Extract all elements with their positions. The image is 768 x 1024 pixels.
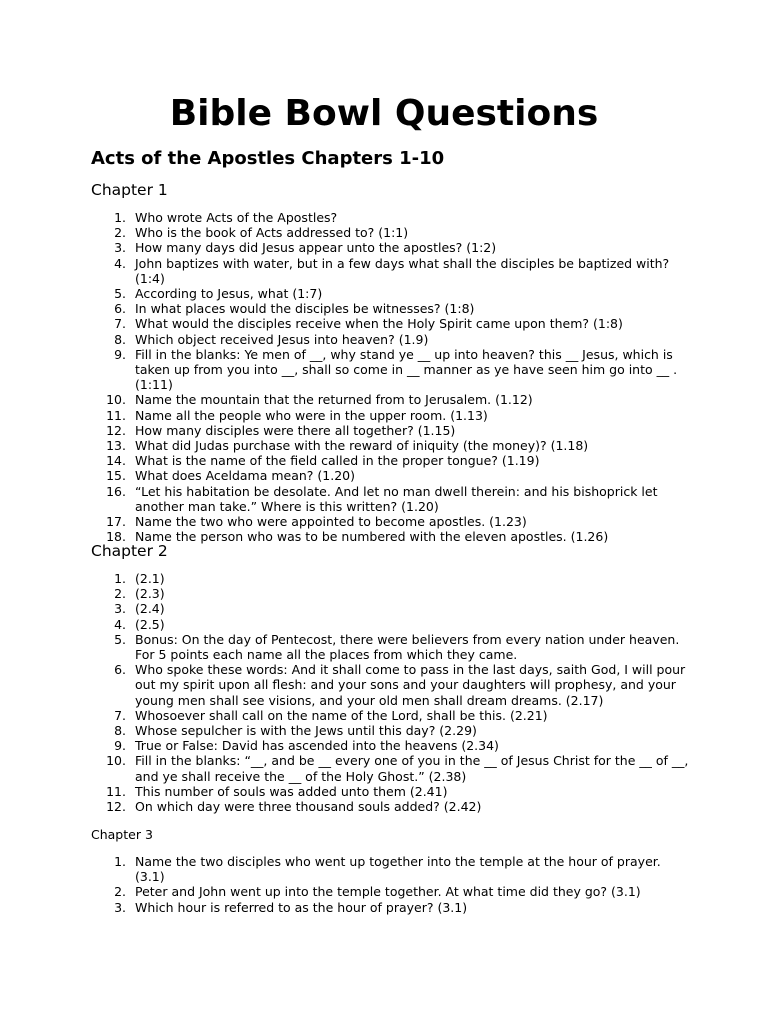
question-item [91,286,691,301]
question-text: Whose sepulcher is with the Jews until this day? (2.29) [135,723,477,739]
question-item [91,210,691,225]
question-item [91,392,691,407]
question-number: 6. [114,301,126,317]
question-item [91,884,691,899]
question-item [91,256,691,286]
question-item [91,799,691,814]
chapter-1-heading: Chapter 1 [91,181,168,199]
question-item [91,347,691,393]
question-number: 11. [106,783,126,799]
question-text: Whosoever shall call on the name of the Lord, shall be this. (2.21) [135,707,548,723]
question-text: According to Jesus, what (1:7) [135,286,323,302]
question-item [91,723,691,738]
question-number: 3. [114,240,126,256]
question-number: 6. [114,662,126,678]
question-item [91,708,691,723]
question-text: (2.5) [135,616,165,632]
question-text: How many disciples were there all together? (1.15) [135,422,456,438]
question-text: What would the disciples receive when the Holy Spirit came upon them? (1:8) [135,316,623,332]
question-item [91,617,691,632]
question-item [91,438,691,453]
question-number: 10. [106,753,126,769]
question-item [91,601,691,616]
question-number: 8. [114,331,126,347]
question-number: 8. [114,723,126,739]
question-item [91,784,691,799]
question-text: Who spoke these words: And it shall come to pass in the last days, saith God, I will pour out my spirit upon all flesh: and your sons and your daughters will prophesy, and your young men shall see visions, and your old men shall dream dreams. (2.17) [135,662,686,708]
question-text: Who is the book of Acts addressed to? (1:1) [135,225,409,241]
question-number: 12. [106,799,126,815]
question-item [91,453,691,468]
document-subtitle: Acts of the Apostles Chapters 1-10 [91,148,445,169]
chapter-1-question-list [91,210,691,544]
question-text: (2.4) [135,601,165,617]
question-text: John baptizes with water, but in a few days what shall the disciples be baptized with? (1:4) [135,255,670,286]
chapter-2-heading: Chapter 2 [91,542,168,560]
question-text: (2.3) [135,586,165,602]
question-item [91,900,691,915]
question-text: Name the person who was to be numbered with the eleven apostles. (1.26) [135,529,609,545]
question-number: 7. [114,707,126,723]
question-item [91,753,691,783]
question-text: On which day were three thousand souls added? (2.42) [135,799,482,815]
chapter-2-question-list [91,571,691,814]
question-number: 14. [106,453,126,469]
question-text: What does Aceldama mean? (1.20) [135,468,355,484]
question-item [91,468,691,483]
question-number: 1. [114,854,126,869]
question-number: 13. [106,438,126,454]
question-text: Name the two disciples who went up together into the temple at the hour of prayer. (3.1) [135,854,661,885]
question-number: 16. [106,483,126,499]
question-text: Which hour is referred to as the hour of prayer? (3.1) [135,899,468,915]
question-number: 1. [114,210,126,225]
question-number: 10. [106,392,126,408]
question-number: 1. [114,571,126,586]
question-item [91,332,691,347]
question-number: 17. [106,514,126,530]
question-text: In what places would the disciples be witnesses? (1:8) [135,301,475,317]
question-item [91,514,691,529]
question-number: 4. [114,616,126,632]
question-item [91,586,691,601]
question-item [91,854,691,884]
question-number: 18. [106,529,126,545]
question-number: 2. [114,586,126,602]
question-text: Peter and John went up into the temple together. At what time did they go? (3.1) [135,884,641,900]
question-item [91,662,691,708]
question-text: True or False: David has ascended into the heavens (2.34) [135,738,499,754]
question-item [91,529,691,544]
question-item [91,240,691,255]
document-title: Bible Bowl Questions [169,93,599,134]
chapter-3-question-list [91,854,691,915]
question-number: 3. [114,601,126,617]
question-text: What did Judas purchase with the reward of iniquity (the money)? (1.18) [135,438,589,454]
question-text: Name all the people who were in the upper room. (1.13) [135,407,488,423]
question-text: “Let his habitation be desolate. And let no man dwell therein: and his bishoprick let another man take.” Where is this written? (1.20) [135,483,658,514]
question-item [91,301,691,316]
question-number: 15. [106,468,126,484]
question-item [91,738,691,753]
question-text: Fill in the blanks: Ye men of __, why stand ye __ up into heaven? this __ Jesus, which is taken up from you into __, shall so come in __ manner as ye have seen him go into __ .(1:11) [135,346,678,393]
question-text: Fill in the blanks: “__, and be __ every one of you in the __ of Jesus Christ for the __ of __, and ye shall receive the __ of the Holy Ghost.” (2.38) [135,753,689,784]
question-number: 2. [114,225,126,241]
question-number: 4. [114,255,126,271]
question-item [91,316,691,331]
question-number: 9. [114,346,126,362]
question-text: Which object received Jesus into heaven? (1.9) [135,331,429,347]
question-text: (2.1) [135,571,165,586]
question-number: 5. [114,631,126,647]
question-number: 9. [114,738,126,754]
question-text: This number of souls was added unto them (2.41) [135,783,448,799]
question-text: Bonus: On the day of Pentecost, there were believers from every nation under heaven. For 5 points each name all the places from which they came. [135,631,680,663]
question-item [91,571,691,586]
question-text: Name the mountain that the returned from to Jerusalem. (1.12) [135,392,533,408]
question-item [91,408,691,423]
chapter-3-heading: Chapter 3 [91,827,153,842]
question-item [91,632,691,662]
question-number: 11. [106,407,126,423]
question-item [91,225,691,240]
question-number: 5. [114,286,126,302]
question-number: 3. [114,899,126,915]
question-number: 2. [114,884,126,900]
question-item [91,423,691,438]
question-text: Name the two who were appointed to become apostles. (1.23) [135,514,527,530]
question-text: Who wrote Acts of the Apostles? [135,210,338,225]
question-text: What is the name of the field called in the proper tongue? (1.19) [135,453,540,469]
question-text: How many days did Jesus appear unto the apostles? (1:2) [135,240,497,256]
question-number: 12. [106,422,126,438]
question-item [91,484,691,514]
question-number: 7. [114,316,126,332]
